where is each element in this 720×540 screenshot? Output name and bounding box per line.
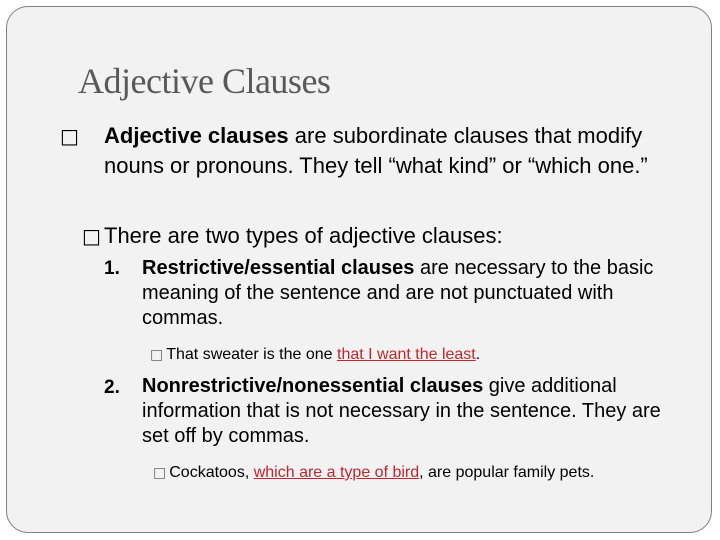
- example-text-before: That sweater is the one: [166, 346, 337, 363]
- bullet-definition: [60, 121, 704, 180]
- list-number-2: 2.: [104, 377, 120, 398]
- example-text-before: Cockatoos,: [169, 464, 254, 481]
- example-highlight-clause: which are a type of bird: [253, 464, 420, 481]
- bullet-square-icon: □: [82, 224, 101, 248]
- type-restrictive: [142, 256, 672, 331]
- example-text-after: , are popular family pets.: [419, 464, 595, 481]
- bullet-square-icon: □: [60, 124, 79, 148]
- definition-text: are subordinate clauses that modify nouns or pronouns. They tell “what kind” or “which one.”: [104, 123, 648, 178]
- restrictive-description: are necessary to the basic meaning of the sentence and are not punctuated with commas.: [142, 257, 654, 329]
- example-restrictive: [150, 342, 670, 368]
- list-number-1: 1.: [104, 258, 120, 279]
- types-intro-text: There are two types of adjective clauses:: [104, 223, 503, 248]
- example-square-icon: □: [150, 347, 164, 363]
- term-restrictive: Restrictive/essential clauses: [142, 257, 415, 279]
- example-square-icon: □: [153, 465, 167, 481]
- term-nonrestrictive: Nonrestrictive/nonessential clauses: [142, 375, 484, 397]
- type-nonrestrictive: [142, 374, 687, 449]
- term-adjective-clauses: Adjective clauses: [104, 123, 289, 148]
- example-highlight-clause: that I want the least: [337, 346, 476, 363]
- example-text-after: .: [475, 346, 481, 363]
- example-nonrestrictive: [150, 460, 678, 486]
- nonrestrictive-description: give additional information that is not necessary in the sentence. They are set off by commas.: [142, 375, 661, 447]
- slide-title: Adjective Clauses: [78, 61, 331, 101]
- bullet-types-intro: [82, 221, 682, 251]
